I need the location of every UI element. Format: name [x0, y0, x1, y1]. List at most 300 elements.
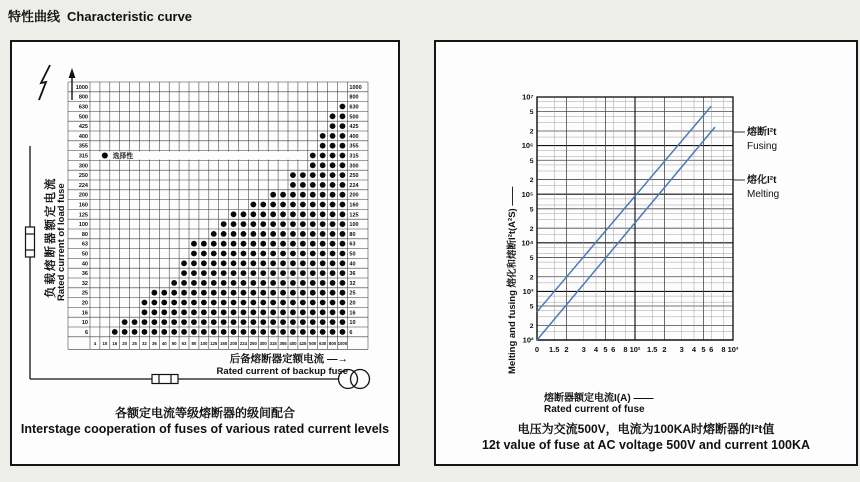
selectivity-dot	[330, 300, 336, 306]
svg-text:224: 224	[349, 182, 359, 189]
selectivity-dot	[142, 319, 148, 325]
selectivity-dot	[171, 319, 177, 325]
selectivity-dot	[330, 182, 336, 188]
selectivity-dot	[201, 329, 207, 335]
right-x-axis-label-zh: 熔断器额定电流I(A) ——	[544, 393, 654, 404]
selectivity-dot	[122, 329, 128, 335]
selectivity-dot	[122, 319, 128, 325]
selectivity-dot	[310, 202, 316, 208]
log-grid	[537, 97, 733, 340]
selectivity-dot	[280, 211, 286, 217]
selectivity-dot	[270, 309, 276, 315]
selectivity-dot	[231, 319, 237, 325]
selectivity-dot	[300, 251, 306, 257]
svg-text:1000: 1000	[337, 341, 348, 347]
svg-text:2: 2	[529, 274, 534, 282]
right-x-axis-label	[544, 389, 653, 415]
selectivity-dot	[201, 309, 207, 315]
selectivity-dot	[250, 300, 256, 306]
selectivity-dot	[280, 202, 286, 208]
selectivity-dot	[310, 153, 316, 159]
selectivity-dot	[340, 153, 346, 159]
svg-text:40: 40	[81, 261, 88, 268]
svg-text:224: 224	[239, 341, 248, 347]
selectivity-dot	[241, 270, 247, 276]
selectivity-dot	[231, 211, 237, 217]
svg-text:5: 5	[529, 109, 534, 117]
selectivity-dot	[330, 202, 336, 208]
selectivity-dot	[151, 290, 157, 296]
selectivity-dot	[340, 202, 346, 208]
svg-text:315: 315	[269, 341, 277, 347]
selectivity-dot	[211, 280, 217, 286]
selectivity-dot	[250, 231, 256, 237]
selectivity-dot	[201, 290, 207, 296]
selectivity-dot	[231, 280, 237, 286]
selectivity-dot	[191, 260, 197, 266]
left-caption-en: Interstage cooperation of fuses of various rated current levels	[20, 422, 390, 436]
selectivity-dot	[300, 280, 306, 286]
selectivity-dot	[191, 309, 197, 315]
svg-text:400: 400	[289, 341, 297, 347]
selectivity-dot	[260, 202, 266, 208]
selectivity-dot	[280, 280, 286, 286]
melting-curve-label-en: Melting	[747, 188, 780, 200]
selectivity-dot	[161, 309, 167, 315]
svg-text:500: 500	[78, 114, 88, 121]
selectivity-dot	[270, 329, 276, 335]
selectivity-dot	[270, 251, 276, 257]
svg-text:5: 5	[603, 345, 608, 354]
selectivity-dot	[211, 329, 217, 335]
selectivity-dot	[260, 270, 266, 276]
svg-text:800: 800	[328, 341, 337, 347]
selectivity-dot	[231, 329, 237, 335]
selectivity-dot	[211, 241, 217, 247]
selectivity-dot	[320, 319, 326, 325]
svg-text:6: 6	[709, 345, 714, 354]
selectivity-dot	[201, 319, 207, 325]
selectivity-dot	[221, 231, 227, 237]
selectivity-dot	[330, 143, 336, 149]
selectivity-dot	[300, 241, 306, 247]
selectivity-dot	[201, 260, 207, 266]
svg-text:10: 10	[349, 320, 356, 327]
selectivity-dot	[330, 251, 336, 257]
selectivity-dot	[330, 290, 336, 296]
selectivity-dot	[330, 133, 336, 139]
svg-text:1000: 1000	[75, 84, 88, 91]
right-caption-en: 12t value of fuse at AC voltage 500V and current 100KA	[481, 438, 811, 452]
selectivity-dot	[270, 319, 276, 325]
selectivity-dot	[280, 221, 286, 227]
svg-text:160: 160	[78, 202, 88, 209]
selectivity-dot	[181, 280, 187, 286]
matrix-y-labels-left	[76, 85, 89, 336]
svg-text:200: 200	[78, 192, 88, 199]
selectivity-dot	[201, 280, 207, 286]
selectivity-dot	[330, 329, 336, 335]
selectivity-dot	[260, 251, 266, 257]
selectivity-dot	[310, 192, 316, 198]
svg-text:300: 300	[349, 163, 359, 170]
selectivity-dot	[320, 192, 326, 198]
left-x-axis-label-en: Rated current of backup fuse	[216, 366, 348, 377]
selectivity-dot	[250, 309, 256, 315]
svg-text:40: 40	[349, 261, 356, 268]
selectivity-dot	[330, 231, 336, 237]
selectivity-dot	[191, 280, 197, 286]
selectivity-dot	[330, 221, 336, 227]
selectivity-dot	[320, 172, 326, 178]
selectivity-dot	[320, 231, 326, 237]
selectivity-dot	[151, 300, 157, 306]
selectivity-dot	[300, 309, 306, 315]
selectivity-dot	[231, 290, 237, 296]
selectivity-dot	[191, 319, 197, 325]
selectivity-dot	[260, 280, 266, 286]
selectivity-dot	[260, 221, 266, 227]
selectivity-dot	[270, 241, 276, 247]
selectivity-dot	[221, 319, 227, 325]
selectivity-dot	[330, 260, 336, 266]
selectivity-dot	[310, 290, 316, 296]
selectivity-dot	[250, 270, 256, 276]
left-y-axis-label-zh: 负载熔断器额定电流	[45, 176, 57, 298]
svg-text:16: 16	[112, 341, 118, 347]
svg-text:4: 4	[93, 341, 97, 347]
svg-text:630: 630	[349, 104, 359, 111]
selectivity-dot	[310, 280, 316, 286]
selectivity-dot	[241, 241, 247, 247]
left-x-axis-label	[142, 351, 348, 377]
selectivity-dot	[260, 290, 266, 296]
svg-text:3: 3	[679, 345, 684, 354]
selectivity-dot	[171, 329, 177, 335]
selectivity-dot	[161, 290, 167, 296]
selectivity-dot	[330, 172, 336, 178]
selectivity-dot	[340, 162, 346, 168]
selectivity-dot	[171, 290, 177, 296]
svg-text:315: 315	[78, 153, 88, 160]
selectivity-dot	[151, 329, 157, 335]
selectivity-dot	[340, 280, 346, 286]
selectivity-dot	[241, 319, 247, 325]
selectivity-dot	[211, 309, 217, 315]
selectivity-dot	[330, 211, 336, 217]
selectivity-dot	[330, 192, 336, 198]
selectivity-dot	[340, 309, 346, 315]
svg-text:630: 630	[319, 341, 327, 347]
selectivity-dot	[340, 260, 346, 266]
x-tick-labels	[535, 345, 739, 354]
selectivity-dot	[231, 221, 237, 227]
selectivity-dot	[290, 300, 296, 306]
selectivity-dot	[290, 270, 296, 276]
selectivity-dot	[340, 143, 346, 149]
selectivity-dot	[231, 251, 237, 257]
selectivity-dot	[221, 309, 227, 315]
selectivity-dot	[280, 241, 286, 247]
selectivity-dot	[241, 221, 247, 227]
selectivity-dot	[260, 319, 266, 325]
selectivity-dot	[330, 123, 336, 129]
svg-text:125: 125	[210, 341, 218, 347]
selectivity-dot	[211, 319, 217, 325]
selectivity-dot	[320, 300, 326, 306]
svg-text:0: 0	[534, 345, 540, 354]
svg-text:500: 500	[309, 341, 317, 347]
svg-text:32: 32	[81, 280, 88, 287]
selectivity-dot	[320, 211, 326, 217]
selectivity-dot	[340, 133, 346, 139]
selectivity-dot	[300, 182, 306, 188]
svg-text:10: 10	[81, 320, 88, 327]
selectivity-dot	[340, 300, 346, 306]
selectivity-dot	[260, 211, 266, 217]
melting-curve-label	[747, 174, 779, 201]
interstage-matrix-chart	[12, 42, 398, 464]
svg-text:10: 10	[102, 341, 108, 347]
selectivity-dot	[280, 290, 286, 296]
selectivity-dot	[231, 231, 237, 237]
selectivity-dot	[181, 290, 187, 296]
svg-text:250: 250	[249, 341, 257, 347]
matrix-x-labels	[94, 341, 348, 346]
svg-text:4: 4	[691, 345, 697, 354]
svg-text:300: 300	[259, 341, 267, 347]
selectivity-dot	[250, 260, 256, 266]
selectivity-dot	[260, 241, 266, 247]
selectivity-dot	[320, 260, 326, 266]
selectivity-dot	[201, 270, 207, 276]
selectivity-dot	[201, 300, 207, 306]
selectivity-dot	[211, 290, 217, 296]
selectivity-dot	[211, 251, 217, 257]
svg-text:200: 200	[349, 192, 359, 199]
selectivity-dot	[191, 329, 197, 335]
selectivity-dot	[280, 309, 286, 315]
svg-text:10³: 10³	[727, 345, 739, 354]
selectivity-dot	[260, 231, 266, 237]
melting-curve	[537, 127, 715, 340]
selectivity-dot	[320, 153, 326, 159]
svg-text:6: 6	[84, 329, 88, 336]
selectivity-dot	[320, 241, 326, 247]
svg-text:355: 355	[78, 143, 88, 150]
selectivity-dot	[340, 113, 346, 119]
selectivity-dot	[310, 260, 316, 266]
svg-text:63: 63	[349, 241, 356, 248]
svg-text:36: 36	[81, 271, 88, 278]
load-fuse-symbol	[26, 227, 35, 257]
svg-text:10⁵: 10⁵	[521, 189, 534, 199]
svg-text:50: 50	[81, 251, 88, 258]
selectivity-dot	[320, 143, 326, 149]
selectivity-dot	[310, 162, 316, 168]
selectivity-dot	[310, 300, 316, 306]
svg-text:355: 355	[279, 341, 287, 347]
selectivity-dot	[191, 290, 197, 296]
selectivity-dot	[300, 211, 306, 217]
left-y-axis-label-en: Rated current of load fuse	[56, 183, 67, 301]
selectivity-dot	[290, 192, 296, 198]
svg-text:16: 16	[349, 310, 356, 317]
selectivity-dot	[340, 172, 346, 178]
selectivity-dot	[241, 231, 247, 237]
selectivity-dot	[340, 251, 346, 257]
selectivity-dot	[270, 192, 276, 198]
selectivity-dot	[330, 270, 336, 276]
svg-text:100: 100	[200, 341, 208, 347]
svg-text:36: 36	[151, 341, 157, 347]
svg-text:20: 20	[81, 300, 88, 307]
svg-text:8: 8	[623, 345, 628, 354]
selectivity-dot	[250, 251, 256, 257]
svg-text:250: 250	[78, 173, 88, 180]
svg-text:20: 20	[349, 300, 356, 307]
selectivity-dot	[320, 221, 326, 227]
selectivity-dot	[340, 123, 346, 129]
left-caption-zh: 各额定电流等级熔断器的级间配合	[114, 406, 295, 420]
selectivity-dot	[211, 300, 217, 306]
selectivity-dot	[320, 280, 326, 286]
selectivity-dot	[151, 319, 157, 325]
selectivity-dot	[250, 241, 256, 247]
selectivity-dot	[142, 300, 148, 306]
selectivity-dot	[340, 211, 346, 217]
lightning-icon	[39, 65, 50, 100]
selectivity-dot	[310, 251, 316, 257]
selectivity-dot	[221, 329, 227, 335]
selectivity-dot	[132, 319, 138, 325]
selectivity-dot	[181, 300, 187, 306]
selectivity-dot	[250, 221, 256, 227]
selectivity-dot	[290, 202, 296, 208]
svg-text:选择性: 选择性	[112, 153, 134, 161]
selectivity-dot	[310, 329, 316, 335]
svg-text:20: 20	[122, 341, 128, 347]
svg-text:5: 5	[529, 303, 534, 311]
selectivity-dot	[201, 251, 207, 257]
selectivity-dot	[161, 329, 167, 335]
svg-text:63: 63	[181, 341, 187, 347]
selectivity-dot	[290, 172, 296, 178]
selectivity-dot	[191, 251, 197, 257]
selectivity-dot	[340, 231, 346, 237]
svg-text:50: 50	[349, 251, 356, 258]
selectivity-dot	[300, 260, 306, 266]
selectivity-dot	[320, 162, 326, 168]
selectivity-dot	[241, 329, 247, 335]
svg-text:2: 2	[529, 177, 534, 185]
selectivity-dot	[221, 280, 227, 286]
selectivity-dot	[270, 300, 276, 306]
selectivity-dot	[300, 300, 306, 306]
selectivity-dot	[181, 309, 187, 315]
svg-text:630: 630	[78, 104, 88, 111]
selectivity-dot	[340, 290, 346, 296]
svg-text:63: 63	[81, 241, 88, 248]
svg-text:25: 25	[81, 290, 88, 297]
svg-text:425: 425	[299, 341, 307, 347]
selectivity-dot	[310, 309, 316, 315]
selectivity-dot	[280, 300, 286, 306]
selectivity-dot	[112, 329, 118, 335]
selectivity-legend	[92, 151, 306, 160]
selectivity-dot	[310, 270, 316, 276]
selectivity-dot	[260, 260, 266, 266]
melting-curve-label-zh: 熔化I²t	[747, 175, 777, 186]
selectivity-dot	[340, 104, 346, 110]
selectivity-dot	[340, 329, 346, 335]
svg-text:25: 25	[132, 341, 137, 347]
selectivity-dot	[330, 113, 336, 119]
selectivity-dot	[270, 221, 276, 227]
svg-text:5: 5	[529, 255, 534, 263]
selectivity-dot	[340, 319, 346, 325]
svg-text:6: 6	[349, 329, 353, 336]
svg-text:2: 2	[529, 322, 534, 330]
selectivity-dot	[231, 309, 237, 315]
svg-text:3: 3	[581, 345, 586, 354]
selectivity-dot	[231, 260, 237, 266]
selectivity-dot	[151, 309, 157, 315]
selectivity-dot	[330, 241, 336, 247]
selectivity-dot	[280, 260, 286, 266]
selectivity-dot	[300, 172, 306, 178]
selectivity-dot	[241, 290, 247, 296]
svg-text:2: 2	[529, 225, 534, 233]
svg-text:32: 32	[142, 341, 147, 347]
selectivity-dot	[300, 290, 306, 296]
selectivity-dot	[280, 192, 286, 198]
svg-text:80: 80	[349, 231, 356, 238]
selectivity-dot	[142, 309, 148, 315]
svg-text:4: 4	[593, 345, 599, 354]
selectivity-dot	[290, 182, 296, 188]
selectivity-dot	[221, 241, 227, 247]
selectivity-dot	[310, 182, 316, 188]
selectivity-dot	[231, 270, 237, 276]
svg-text:160: 160	[220, 341, 228, 347]
right-x-axis-label-en: Rated current of fuse	[544, 404, 645, 415]
selectivity-dot	[320, 182, 326, 188]
svg-text:10⁷: 10⁷	[522, 92, 534, 102]
svg-text:2: 2	[662, 345, 667, 354]
svg-text:32: 32	[349, 280, 356, 287]
selectivity-dot	[270, 231, 276, 237]
svg-text:800: 800	[349, 94, 359, 101]
selectivity-dot	[290, 221, 296, 227]
selectivity-dot	[221, 260, 227, 266]
selectivity-dot	[330, 309, 336, 315]
selectivity-dot	[221, 221, 227, 227]
selectivity-dot	[340, 221, 346, 227]
svg-text:36: 36	[349, 271, 356, 278]
svg-text:10²: 10²	[629, 345, 641, 354]
svg-text:6: 6	[611, 345, 616, 354]
selectivity-dot	[340, 192, 346, 198]
selectivity-dot	[161, 300, 167, 306]
selectivity-dot	[142, 329, 148, 335]
selectivity-dot	[290, 290, 296, 296]
selectivity-dot	[211, 270, 217, 276]
selectivity-dot	[250, 329, 256, 335]
selectivity-dot	[260, 300, 266, 306]
selectivity-dot	[340, 241, 346, 247]
selectivity-dot	[221, 300, 227, 306]
